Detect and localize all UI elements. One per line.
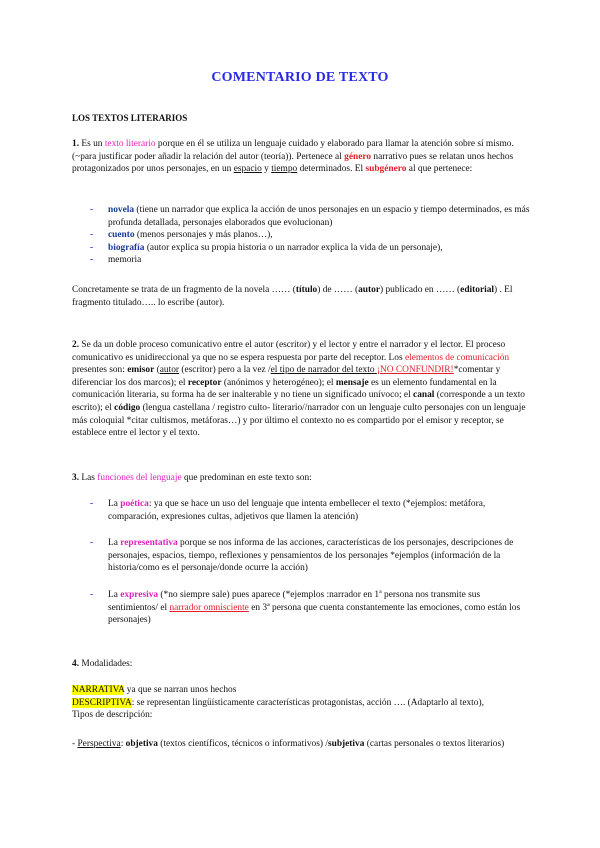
modalidades: NARRATIVA ya que se narran unos hechos DESCRIPTIVA: se representan lingüísticamente características protagonistas, acción …. (Adaptarlo al texto), Tipos de descripción:: [72, 684, 530, 722]
section-2-paragraph: 2. Se da un doble proceso comunicativo entre el autor (escritor) y el lector y entre el narrador y el lector. El proceso comunicativo es unidireccional ya que no se espera respuesta por parte del receptor. Los elementos de comunicación presentes son: emisor (autor (escritor) pero a la vez /el tipo de narrador del texto ¡NO CONFUNDIR!*comentar y diferenciar los dos marcos); el receptor (anónimos y heterogéneo); el mensaje es un elemento fundamental en la comunicación literaria, su forma ha de ser inalterable y no tiene un significado unívoco; el canal (corresponde a un texto escrito); el código (lengua castellana / registro culto- literario//narrador con un lenguaje culto personajes con un lenguaje más coloquial *citar cultismos, metáforas…) y por último el contexto no es compartido por el emisor y receptor, se establece entre el lector y el texto.: [72, 340, 526, 439]
list-item: - novela (tiene un narrador que explica la acción de unos personajes en un espacio y tiempo determinados, es más profunda detallada, personajes elaborados que evolucionan): [72, 204, 530, 229]
document-title: COMENTARIO DE TEXTO: [211, 70, 389, 85]
section-4-number: 4.: [72, 659, 80, 669]
keyword-genero: género: [344, 151, 372, 162]
section-2-number: 2.: [72, 340, 80, 350]
section-heading: LOS TEXTOS LITERARIOS: [72, 113, 188, 123]
tipos-descripcion: Tipos de descripción:: [72, 710, 153, 721]
keyword-espacio: espacio: [233, 164, 262, 175]
list-item: - biografía (autor explica su propia historia o un narrador explica la vida de un personaje),: [72, 242, 530, 255]
label-descriptiva: DESCRIPTIVA: [72, 697, 132, 708]
keyword-texto-literario: texto literario: [104, 139, 156, 149]
keyword-elementos-comunicacion: elementos de comunicación: [404, 352, 510, 363]
list-item: - La expresiva (*no siempre sale) pues aparece (*ejemplos :narrador en 1ª persona nos transmite sus sentimientos/ el narrador omnisciente en 3ª persona que cuenta constantemente las emociones, como están los personajes): [72, 589, 530, 627]
keyword-funciones-lenguaje: funciones del lenguaje: [97, 473, 182, 483]
section-1-number: 1.: [72, 139, 80, 149]
keyword-subgenero: subgénero: [365, 164, 407, 175]
section-1-paragraph: 1. Es un texto literario porque en él se utiliza un lenguaje cuidado y elaborado para llamar la atención sobre sí mismo. (~para justificar poder añadir la relación del autor (teoría)). Pertenece al género narrativo pues se relatan unos hechos protagonizados por unos personajes, en un espacio y tiempo determinados. El subgénero al que pertenece:: [72, 139, 514, 175]
list-item: - cuento (menos personajes y más planos…),: [72, 229, 530, 242]
label-narrativa: NARRATIVA: [72, 685, 125, 695]
warning-no-confundir: ¡NO CONFUNDIR!: [376, 365, 454, 376]
concreto-paragraph: Concretamente se trata de un fragmento de la novela …… (título) de …… (autor) publicado en …… (editorial) . El fragmento titulado….. lo escribe (autor).: [72, 285, 513, 308]
perspectiva: - Perspectiva: objetiva (textos científicos, técnicos o informativos) /subjetiva (cartas personales o textos literarios): [72, 739, 505, 749]
keyword-tiempo: tiempo: [271, 164, 298, 175]
functions-list: [72, 498, 530, 627]
list-item: - memoria: [72, 254, 530, 267]
section-3: 3. Las funciones del lenguaje que predominan en este texto son:: [72, 473, 312, 483]
list-item: - La representativa porque se nos informa de las acciones, características de los personajes, descripciones de personajes, espacios, tiempo, reflexiones y pensamientos de los personajes *ejemplos (información de la historia/como es el personaje/donde ocurre la acción): [72, 537, 530, 575]
subgenre-list: [72, 204, 530, 267]
list-item: - La poética: ya que se hace un uso del lenguaje que intenta embellecer el texto (*ejemplos: metáfora, comparación, expresiones cultas, adjetivos que llamen la atención): [72, 498, 530, 523]
section-3-number: 3.: [72, 473, 80, 483]
section-2: [72, 339, 530, 440]
section-4: 4. Modalidades:: [72, 659, 133, 669]
section-1: [72, 138, 530, 176]
